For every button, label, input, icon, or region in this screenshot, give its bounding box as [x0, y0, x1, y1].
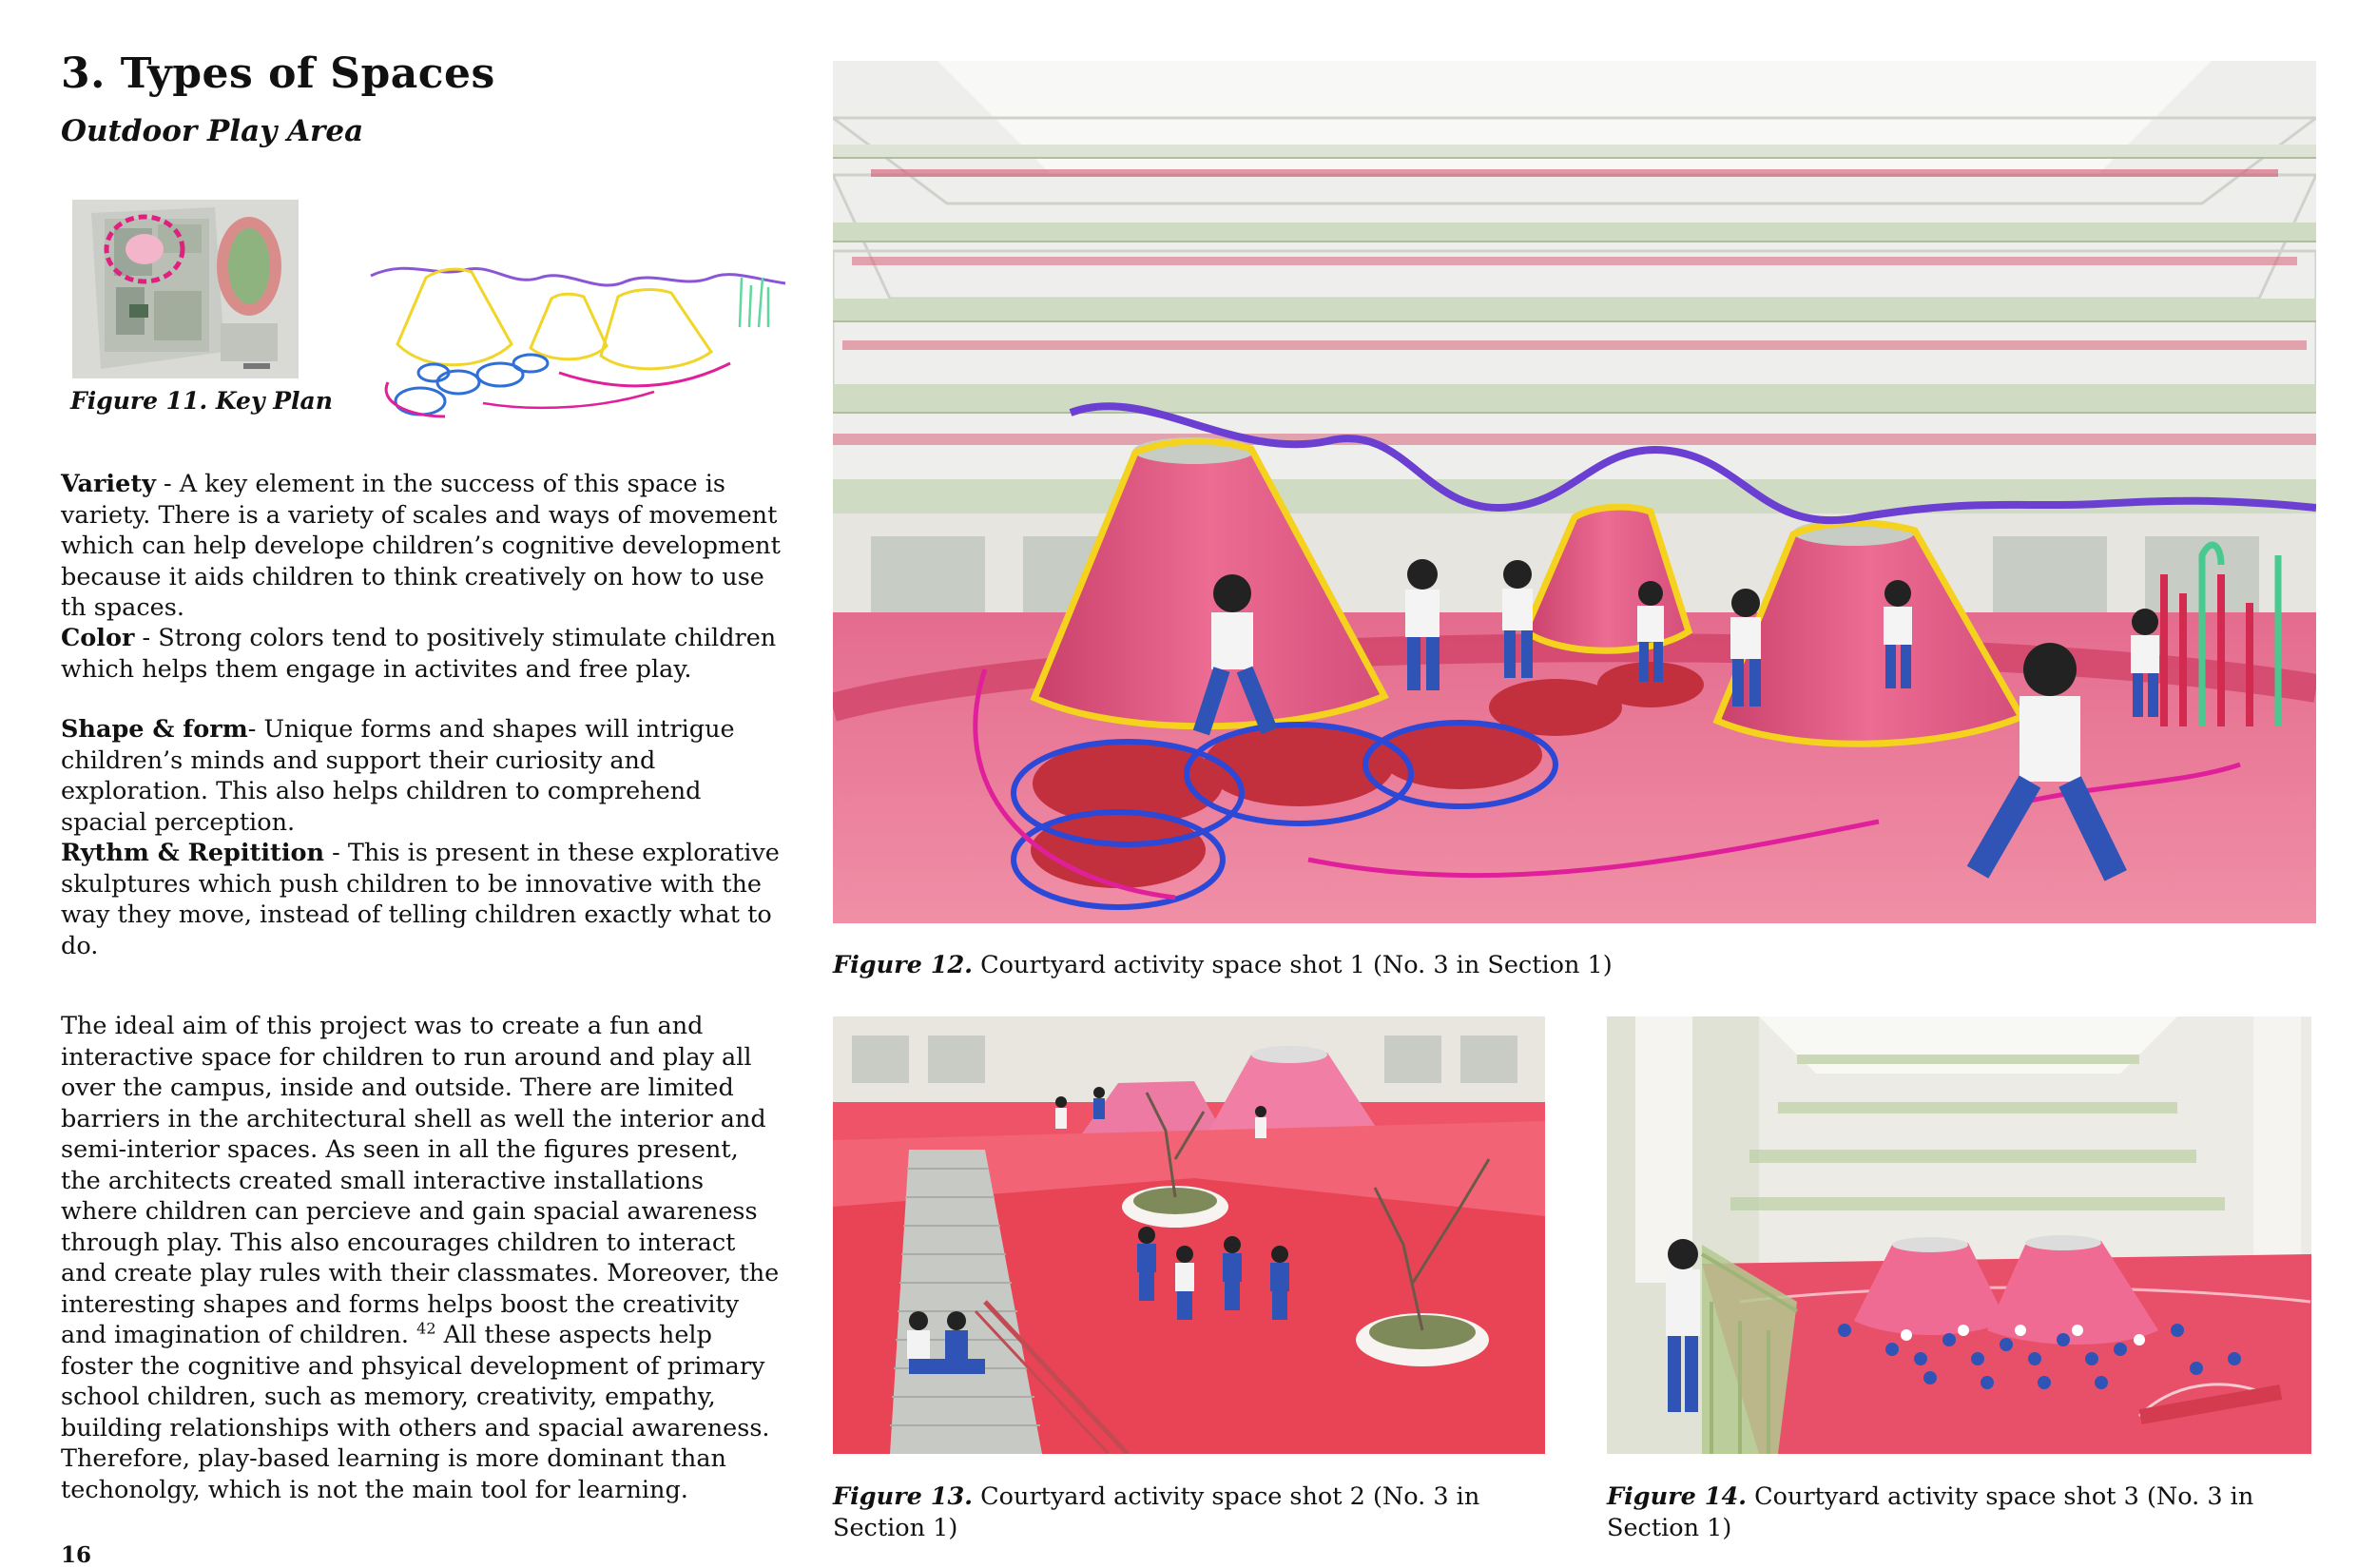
text-rythm: - This is present in these explorative skulptures which push children to be innovative with the way they move, instead of telling children exactly what to do. — [61, 839, 780, 960]
paragraph-shape-form — [61, 714, 783, 838]
figure-12-caption — [833, 950, 1613, 981]
figure-13-label: Figure 13. — [833, 1482, 974, 1511]
term-shape-form: Shape & form — [61, 715, 248, 744]
text-shape-form: - Unique forms and shapes will intrigue children’s minds and support their curiosity and exploration. This also helps children to comprehend spacial perception. — [61, 715, 735, 837]
figure-13-text: Courtyard activity space shot 2 (No. 3 in Section 1) — [833, 1482, 1480, 1542]
figure-12-label: Figure 12. — [833, 951, 974, 979]
paragraph-rythm — [61, 838, 783, 961]
figure-12-text: Courtyard activity space shot 1 (No. 3 in Section 1) — [973, 951, 1613, 979]
courtyard-photo-2 — [833, 1016, 1545, 1454]
text-variety: - A key element in the success of this space is variety. There is a variety of scales and ways of movement which can help develope children’s cognitive development because it aids children to think creatively on how to use th spaces. — [61, 470, 781, 622]
courtyard-photo-3 — [1607, 1016, 2311, 1454]
page-number: 16 — [61, 1542, 92, 1568]
term-rythm: Rythm & Repitition — [61, 839, 325, 867]
key-plan-image — [72, 200, 299, 378]
term-color: Color — [61, 624, 135, 652]
paragraph-main — [61, 1011, 783, 1505]
text-color: - Strong colors tend to positively stimulate children which helps them engage in activites and free play. — [61, 624, 777, 684]
paragraph-color — [61, 623, 783, 685]
main-text-before: The ideal aim of this project was to create a fun and interactive space for children to run around and play all over the campus, inside and outside. There are limited barriers in the architectural shell as well the interior and semi-interior spaces. As seen in all the figures present, the architects created small interactive installations where children can percieve and gain spacial awareness through play. This also encourages children to interact and create play rules with their classmates. Moreover, the interesting shapes and forms helps boost the creativity and imagination of children. — [61, 1012, 780, 1349]
section-heading: 3. Types of Spaces — [61, 49, 495, 98]
figure-13-caption — [833, 1481, 1498, 1543]
main-text-after: All these aspects help foster the cognitive and phsyical development of primary school children, such as memory, creativity, empathy, building relationships with others and spacial awareness. Therefore, play-based learning is more dominant than techonolgy, which is not the main tool for learning. — [61, 1321, 770, 1504]
footnote-marker: 42 — [416, 1319, 436, 1338]
key-plan-caption: Figure 11. Key Plan — [70, 387, 333, 415]
section-subheading: Outdoor Play Area — [61, 114, 364, 148]
figure-14-caption — [1607, 1481, 2272, 1543]
figure-14-label: Figure 14. — [1607, 1482, 1748, 1511]
figure-14-text: Courtyard activity space shot 3 (No. 3 in Section 1) — [1607, 1482, 2254, 1542]
courtyard-photo-1 — [833, 61, 2316, 923]
play-area-sketch — [369, 249, 787, 420]
term-variety: Variety — [61, 470, 156, 498]
paragraph-variety — [61, 469, 783, 624]
